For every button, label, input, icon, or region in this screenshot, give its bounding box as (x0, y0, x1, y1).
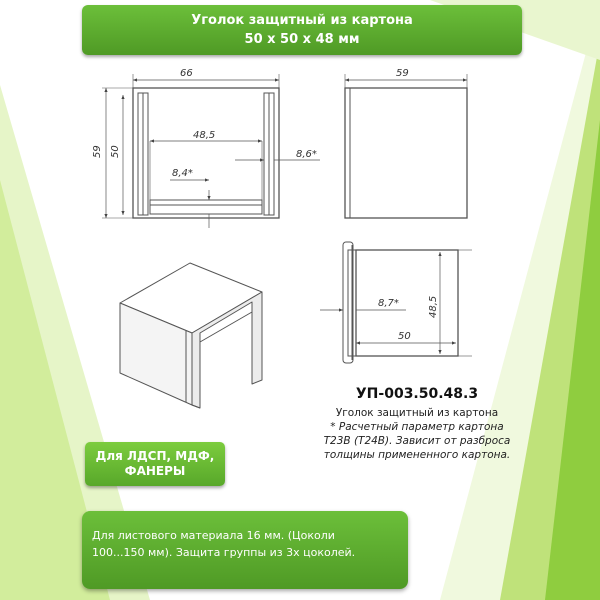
bottom-dim-height: 48,5 (428, 295, 439, 318)
note-line-1: * Расчетный параметр картона (330, 421, 504, 433)
badge-line-1: Для ЛДСП, МДФ, (95, 449, 215, 463)
materials-badge (85, 442, 225, 486)
info-line-1: Для листового материала 16 мм. (Цоколи (92, 529, 335, 542)
info-line-2: 100...150 мм). Защита группы из 3х цоколей. (92, 546, 356, 559)
note-line-2: Т23В (Т24В). Зависит от разброса (323, 435, 511, 447)
front-view (102, 74, 320, 228)
front-dim-height-inner: 50 (110, 145, 121, 158)
product-code: УП-003.50.48.3 (355, 386, 479, 402)
bottom-dim-wall: 8,7* (378, 298, 399, 309)
front-dim-width: 66 (180, 68, 193, 79)
side-view (345, 74, 467, 218)
front-dim-height-outer: 59 (92, 145, 103, 158)
front-dim-wall-left: 8,4* (172, 168, 193, 179)
product-description (262, 406, 572, 462)
product-name: Уголок защитный из картона (335, 407, 499, 419)
title-line-1: Уголок защитный из картона (191, 13, 413, 28)
front-dim-wall-right: 8,6* (296, 149, 317, 160)
bottom-dim-width: 50 (398, 331, 411, 342)
badge-line-2: ФАНЕРЫ (124, 464, 186, 478)
note-line-3: толщины примененного картона. (323, 449, 511, 461)
side-dim-width: 59 (396, 68, 409, 79)
isometric-view (120, 263, 262, 408)
title-line-2: 50 х 50 х 48 мм (244, 32, 360, 47)
info-box (82, 511, 408, 589)
front-dim-inner-width: 48,5 (193, 130, 216, 141)
